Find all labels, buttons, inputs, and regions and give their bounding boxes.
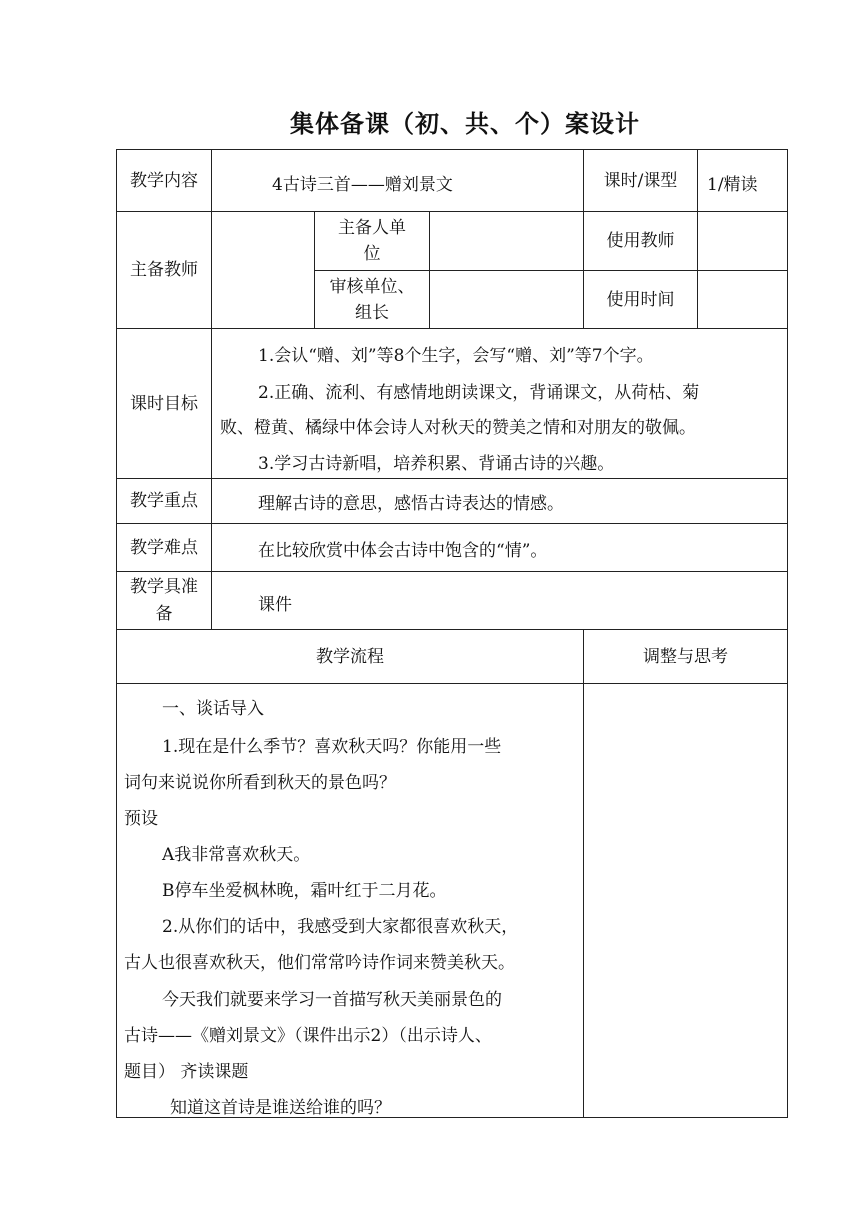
main-unit-label [315, 212, 429, 270]
adjust-header-text: 调整与思考 [643, 646, 728, 667]
flow-line: 题目） 齐读课题 [124, 1062, 249, 1082]
main-teacher-label-text: 主备教师 [130, 260, 198, 280]
flow-line: 一、谈话导入 [162, 699, 264, 719]
key-label [117, 479, 211, 523]
table-rule [116, 523, 788, 524]
content-value: 4古诗三首——赠刘景文 [272, 175, 453, 195]
flow-line: 今天我们就要来学习一首描写秋天美丽景色的 [162, 990, 502, 1010]
review-value [430, 271, 583, 328]
review-label-line2: 组长 [355, 302, 389, 323]
goal-line: 败、橙黄、橘绿中体会诗人对秋天的赞美之情和对朋友的敬佩。 [220, 418, 696, 438]
flow-header [117, 630, 583, 683]
use-teacher-label [584, 212, 697, 270]
use-time-value [698, 271, 787, 328]
adjust-header [584, 630, 787, 683]
table-rule [787, 149, 788, 1118]
difficulty-value: 在比较欣赏中体会古诗中饱含的“情”。 [258, 541, 548, 561]
goal-line: 3.学习古诗新唱，培养积累、背诵古诗的兴趣。 [258, 454, 615, 474]
flow-line: 预设 [124, 809, 158, 829]
goal-line: 2.正确、流利、有感情地朗读课文，背诵课文，从荷枯、菊 [258, 383, 700, 403]
document-title: 集体备课（初、共、个）案设计 [290, 109, 640, 138]
key-value: 理解古诗的意思，感悟古诗表达的情感。 [258, 494, 564, 514]
content-label-text: 教学内容 [130, 170, 198, 191]
period-label [584, 150, 697, 211]
review-label-line1: 审核单位、 [329, 276, 415, 297]
main-teacher-label [117, 212, 211, 328]
flow-line: 词句来说说你所看到秋天的景色吗？ [124, 773, 396, 793]
use-time-label [584, 271, 697, 328]
difficulty-label [117, 524, 211, 571]
table-rule [116, 328, 788, 329]
main-unit-value [430, 212, 583, 270]
table-rule [116, 478, 788, 479]
content-label [117, 150, 211, 211]
flow-header-text: 教学流程 [316, 646, 384, 667]
prep-label-line2: 备 [155, 603, 173, 624]
goal-label [117, 329, 211, 478]
prep-value: 课件 [258, 595, 292, 615]
review-label [315, 271, 429, 328]
difficulty-label-text: 教学难点 [130, 537, 198, 558]
main-teacher-value [212, 212, 314, 328]
table-rule [116, 571, 788, 572]
key-label-text: 教学重点 [130, 491, 198, 511]
flow-line: A我非常喜欢秋天。 [162, 845, 311, 865]
goal-label-text: 课时目标 [130, 393, 198, 414]
period-label-text: 课时/课型 [603, 170, 678, 191]
flow-line: 2.从你们的话中，我感受到大家都很喜欢秋天， [162, 917, 519, 937]
prep-label [117, 572, 211, 629]
flow-line: 古诗——《赠刘景文》（课件出示2）（出示诗人、 [124, 1026, 492, 1046]
use-teacher-label-text: 使用教师 [606, 231, 675, 251]
period-value: 1/精读 [707, 175, 758, 195]
adjust-notes [584, 684, 787, 1117]
prep-label-line1: 教学具准 [130, 576, 198, 597]
use-teacher-value [698, 212, 787, 270]
flow-line: B停车坐爱枫林晚，霜叶红于二月花。 [162, 881, 447, 901]
use-time-label-text: 使用时间 [606, 289, 675, 310]
main-unit-label-line1: 主备人单 [338, 218, 406, 238]
flow-line: 古人也很喜欢秋天，他们常常吟诗作词来赞美秋天。 [124, 953, 515, 973]
main-unit-label-line2: 位 [363, 244, 381, 264]
goal-line: 1.会认“赠、刘”等8个生字，会写“赠、刘”等7个字。 [258, 346, 654, 366]
flow-line: 知道这首诗是谁送给谁的吗？ [170, 1098, 391, 1118]
flow-line: 1.现在是什么季节？喜欢秋天吗？你能用一些 [162, 737, 502, 757]
